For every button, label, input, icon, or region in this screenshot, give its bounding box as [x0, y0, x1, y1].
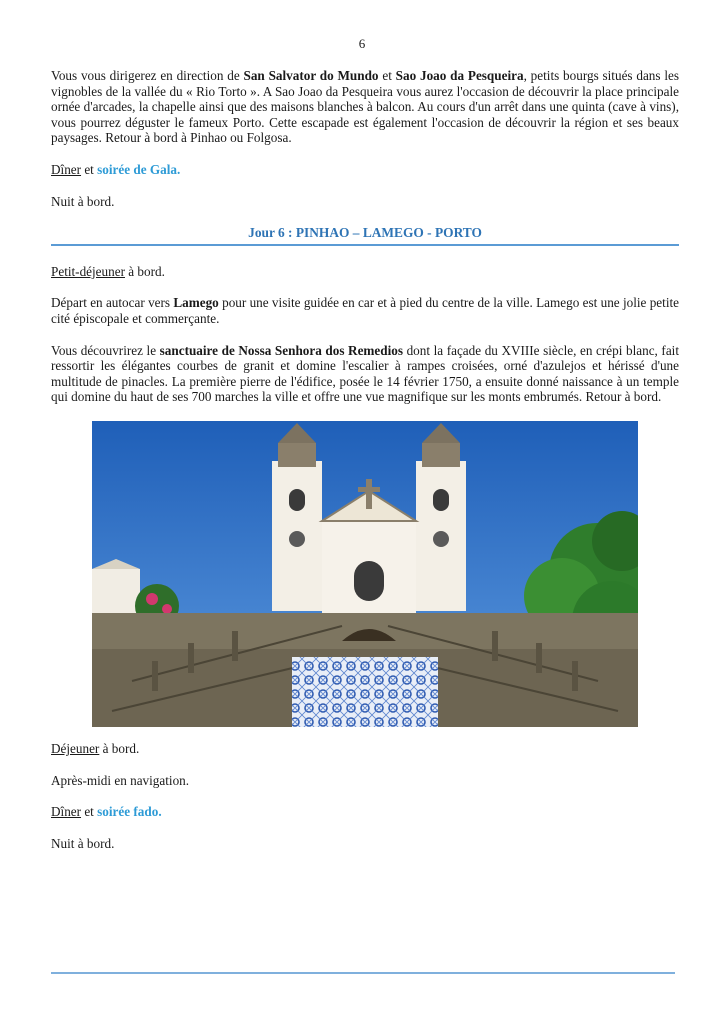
lunch-line: Déjeuner à bord. — [51, 740, 140, 756]
night-on-board-1: Nuit à bord. — [51, 193, 115, 209]
place-san-salvator: San Salvator do Mundo — [243, 68, 379, 83]
footer-rule — [51, 972, 675, 974]
breakfast-line: Petit-déjeuner à bord. — [51, 263, 165, 279]
dinner-label-2: Dîner — [51, 804, 82, 820]
sanctuary-photo — [92, 421, 638, 727]
paragraph-sanctuary: Vous découvrirez le sanctuaire de Nossa Senhora dos Remedios dont la façade du XVIIIe siècle, en crépi blanc, fait ressortir les élégantes courbes de granit et domine l'escalier à rampes croisées, orné d'azulejos et hérissé d'une multitude de pinacles. La première pierre de l'édifice, posée le 14 février 1750, a ensuite donné naissance à un temple qui domine du haut de ses 700 marches la ville et offre une vue magnifique sur les monts embrumés. Retour à bord. — [51, 342, 679, 405]
day-6-heading: Jour 6 : PINHAO – LAMEGO - PORTO — [51, 225, 679, 246]
paragraph-san-salvator: Vous vous dirigerez en direction de San Salvator do Mundo et Sao Joao da Pesqueira, petits bourgs situés dans les vignobles de la vallée du « Rio Torto ». A Sao Joao da Pesqueira vous aurez l'occasion de découvrir la place principale ornée d'arcades, la chapelle ainsi que des maisons blanches à balcon. Au cours d'un arrêt dans une quinta (cave à vins), vous pourrez déguster le fameux Porto. Cette escapade est également l'occasion de découvrir la région et ses beaux paysages. Retour à bord à Pinhao ou Folgosa. — [51, 68, 679, 146]
afternoon-line: Après-midi en navigation. — [51, 772, 190, 788]
night-on-board-2: Nuit à bord. — [51, 835, 115, 851]
sanctuary-name: sanctuaire de Nossa Senhora dos Remedios — [159, 342, 403, 358]
fado-evening: soirée fado. — [97, 804, 162, 820]
dinner-label: Dîner — [51, 161, 82, 177]
dinner-fado-line: Dîner et soirée fado. — [51, 804, 162, 820]
paragraph-lamego: Départ en autocar vers Lamego pour une visite guidée en car et à pied du centre de la ville. Lamego est une jolie petite cité épiscopale et commerçante. — [51, 295, 679, 326]
dinner-gala-line: Dîner et soirée de Gala. — [51, 161, 181, 177]
breakfast-label: Petit-déjeuner — [51, 263, 125, 279]
page-content — [51, 68, 679, 867]
gala-evening: soirée de Gala. — [97, 161, 181, 177]
place-sao-joao: Sao Joao da Pesqueira — [395, 68, 524, 83]
page-number: 6 — [358, 36, 366, 51]
place-lamego: Lamego — [173, 295, 219, 311]
lunch-label: Déjeuner — [51, 740, 100, 756]
